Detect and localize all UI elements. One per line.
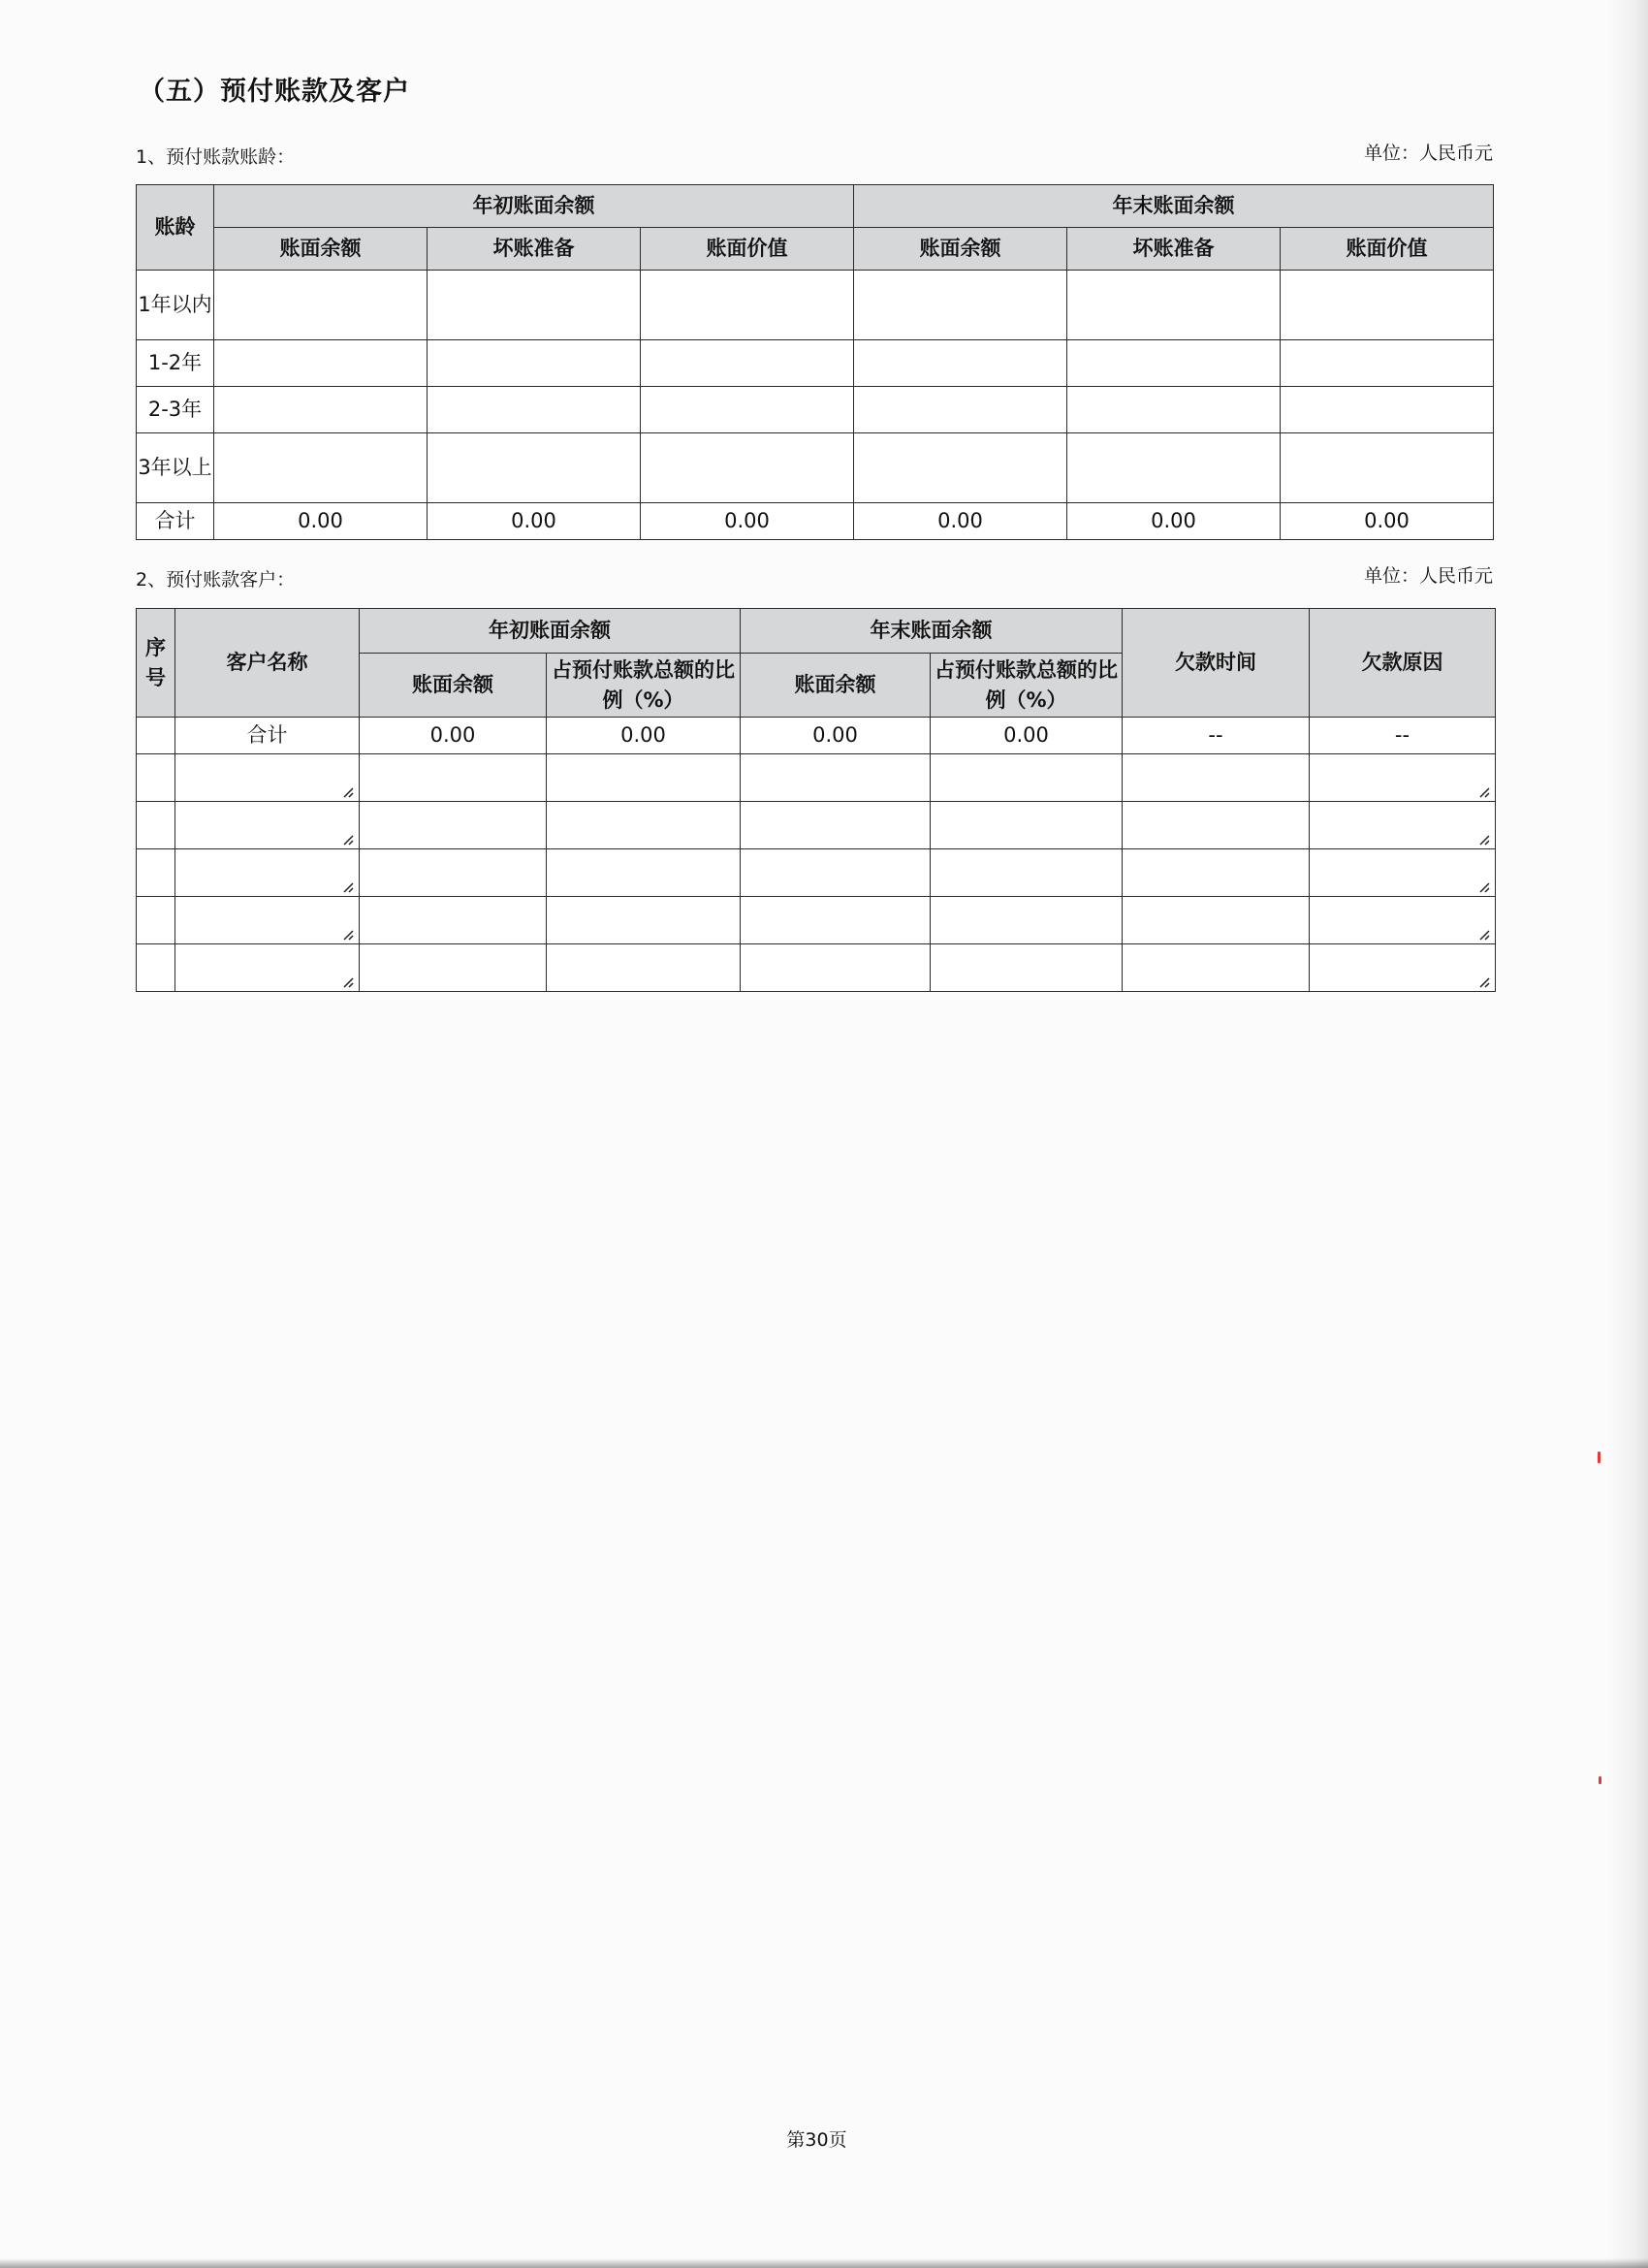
- aging-cell-input[interactable]: [214, 387, 428, 433]
- customer-begin-balance-input[interactable]: [360, 849, 547, 897]
- resize-grip-icon[interactable]: [1477, 786, 1491, 798]
- aging-unit-label: 单位：人民币元: [1363, 143, 1493, 164]
- customer-begin-balance-input[interactable]: [360, 802, 547, 849]
- customers-col-end-balance: 账面余额: [741, 654, 931, 718]
- aging-row-within-1y: [137, 271, 1494, 340]
- customers-table: [136, 608, 1496, 992]
- aging-col-begin-balance: 账面余额: [214, 228, 428, 271]
- aging-total-value: 0.00: [1281, 503, 1494, 540]
- customer-begin-ratio-input[interactable]: [547, 849, 741, 897]
- customer-time-input[interactable]: [1123, 802, 1310, 849]
- resize-grip-icon[interactable]: [1477, 834, 1491, 846]
- customer-reason-input[interactable]: [1310, 849, 1496, 897]
- aging-total-value: 0.00: [214, 503, 428, 540]
- aging-row-label: 合计: [137, 503, 214, 540]
- aging-total-value: 0.00: [641, 503, 854, 540]
- customers-header-begin-group: 年初账面余额: [360, 609, 741, 654]
- customers-header-name: 客户名称: [175, 609, 360, 718]
- aging-cell-input[interactable]: [1281, 271, 1494, 340]
- customers-header-reason: 欠款原因: [1310, 609, 1496, 718]
- aging-total-value: 0.00: [854, 503, 1067, 540]
- aging-cell-input[interactable]: [854, 340, 1067, 387]
- customers-header-seq: 序号: [137, 609, 175, 718]
- aging-cell-input[interactable]: [428, 340, 641, 387]
- aging-cell-input[interactable]: [214, 433, 428, 503]
- resize-grip-icon[interactable]: [341, 881, 355, 893]
- customer-reason-input[interactable]: [1310, 802, 1496, 849]
- aging-cell-input[interactable]: [854, 387, 1067, 433]
- scan-bottom-shadow: [0, 2258, 1648, 2268]
- aging-col-end-net-value: 账面价值: [1281, 228, 1494, 271]
- customers-total-begin-balance: 0.00: [360, 718, 547, 754]
- customer-end-ratio-input[interactable]: [931, 754, 1123, 802]
- customer-time-input[interactable]: [1123, 849, 1310, 897]
- scan-red-mark: [1599, 1776, 1601, 1784]
- customers-total-end-ratio: 0.00: [931, 718, 1123, 754]
- aging-cell-input[interactable]: [1281, 340, 1494, 387]
- customers-col-begin-balance: 账面余额: [360, 654, 547, 718]
- aging-cell-input[interactable]: [854, 271, 1067, 340]
- aging-cell-input[interactable]: [1067, 271, 1281, 340]
- customers-row: [137, 849, 1496, 897]
- customer-end-balance-input[interactable]: [741, 754, 931, 802]
- customers-subtitle: 2、预付账款客户：: [136, 569, 296, 591]
- aging-cell-input[interactable]: [641, 387, 854, 433]
- customer-time-input[interactable]: [1123, 944, 1310, 992]
- customer-name-input[interactable]: [175, 754, 360, 802]
- aging-row-over-3y: [137, 433, 1494, 503]
- customer-time-input[interactable]: [1123, 897, 1310, 944]
- customers-col-begin-ratio: 占预付账款总额的比例（%）: [547, 654, 741, 718]
- aging-header-end-group: 年末账面余额: [854, 185, 1494, 228]
- aging-row-label: 3年以上: [137, 433, 214, 503]
- customers-col-end-ratio: 占预付账款总额的比例（%）: [931, 654, 1123, 718]
- aging-col-end-bad-debt: 坏账准备: [1067, 228, 1281, 271]
- aging-cell-input[interactable]: [1281, 433, 1494, 503]
- section-title: （五）预付账款及客户: [139, 77, 410, 107]
- aging-cell-input[interactable]: [641, 271, 854, 340]
- aging-cell-input[interactable]: [854, 433, 1067, 503]
- resize-grip-icon[interactable]: [341, 786, 355, 798]
- aging-row-label: 1-2年: [137, 340, 214, 387]
- customer-name-input[interactable]: [175, 802, 360, 849]
- aging-col-end-balance: 账面余额: [854, 228, 1067, 271]
- aging-cell-input[interactable]: [1067, 340, 1281, 387]
- customer-end-ratio-input[interactable]: [931, 944, 1123, 992]
- customer-begin-ratio-input[interactable]: [547, 802, 741, 849]
- customer-begin-ratio-input[interactable]: [547, 944, 741, 992]
- aging-cell-input[interactable]: [1281, 387, 1494, 433]
- customer-name-input[interactable]: [175, 897, 360, 944]
- aging-row-label: 2-3年: [137, 387, 214, 433]
- aging-row-total: [137, 503, 1494, 540]
- aging-row-2-3y: [137, 387, 1494, 433]
- aging-table: [136, 184, 1494, 540]
- customers-row: [137, 897, 1496, 944]
- aging-total-value: 0.00: [428, 503, 641, 540]
- aging-header-begin-group: 年初账面余额: [214, 185, 854, 228]
- aging-cell-input[interactable]: [1067, 433, 1281, 503]
- aging-row-label: 1年以内: [137, 271, 214, 340]
- customers-header-time: 欠款时间: [1123, 609, 1310, 718]
- customers-header-end-group: 年末账面余额: [741, 609, 1123, 654]
- customer-seq-cell[interactable]: [137, 944, 175, 992]
- resize-grip-icon[interactable]: [1477, 881, 1491, 893]
- customers-row: [137, 754, 1496, 802]
- customer-begin-balance-input[interactable]: [360, 897, 547, 944]
- customers-total-reason: --: [1310, 718, 1496, 754]
- customer-begin-ratio-input[interactable]: [547, 897, 741, 944]
- customer-seq-cell[interactable]: [137, 802, 175, 849]
- resize-grip-icon[interactable]: [1477, 976, 1491, 988]
- customer-end-balance-input[interactable]: [741, 897, 931, 944]
- customer-end-ratio-input[interactable]: [931, 849, 1123, 897]
- page-number: 第30页: [786, 2129, 847, 2151]
- resize-grip-icon[interactable]: [341, 929, 355, 941]
- customer-name-input[interactable]: [175, 849, 360, 897]
- customers-total-seq: [137, 718, 175, 754]
- aging-cell-input[interactable]: [428, 433, 641, 503]
- customer-end-ratio-input[interactable]: [931, 802, 1123, 849]
- aging-subtitle: 1、预付账款账龄：: [136, 146, 296, 168]
- customer-time-input[interactable]: [1123, 754, 1310, 802]
- aging-header-age: 账龄: [137, 185, 214, 271]
- customers-row: [137, 802, 1496, 849]
- customer-seq-cell[interactable]: [137, 849, 175, 897]
- aging-col-begin-bad-debt: 坏账准备: [428, 228, 641, 271]
- customer-reason-input[interactable]: [1310, 754, 1496, 802]
- customer-reason-input[interactable]: [1310, 944, 1496, 992]
- customer-seq-cell[interactable]: [137, 754, 175, 802]
- customer-seq-cell[interactable]: [137, 897, 175, 944]
- customer-reason-input[interactable]: [1310, 897, 1496, 944]
- resize-grip-icon[interactable]: [341, 976, 355, 988]
- aging-cell-input[interactable]: [641, 433, 854, 503]
- aging-col-begin-net-value: 账面价值: [641, 228, 854, 271]
- customer-end-balance-input[interactable]: [741, 944, 931, 992]
- customer-name-input[interactable]: [175, 944, 360, 992]
- aging-cell-input[interactable]: [214, 271, 428, 340]
- customer-begin-ratio-input[interactable]: [547, 754, 741, 802]
- aging-total-value: 0.00: [1067, 503, 1281, 540]
- aging-cell-input[interactable]: [214, 340, 428, 387]
- aging-row-1-2y: [137, 340, 1494, 387]
- customers-total-end-balance: 0.00: [741, 718, 931, 754]
- resize-grip-icon[interactable]: [341, 834, 355, 846]
- customer-end-ratio-input[interactable]: [931, 897, 1123, 944]
- customer-end-balance-input[interactable]: [741, 849, 931, 897]
- aging-cell-input[interactable]: [428, 387, 641, 433]
- scan-edge-shadow: [1609, 0, 1648, 2268]
- aging-cell-input[interactable]: [641, 340, 854, 387]
- customers-total-label: 合计: [175, 718, 360, 754]
- customer-begin-balance-input[interactable]: [360, 754, 547, 802]
- customer-end-balance-input[interactable]: [741, 802, 931, 849]
- aging-cell-input[interactable]: [1067, 387, 1281, 433]
- customers-unit-label: 单位：人民币元: [1363, 565, 1493, 587]
- aging-cell-input[interactable]: [428, 271, 641, 340]
- customers-total-time: --: [1123, 718, 1310, 754]
- customers-row-total: [137, 718, 1496, 754]
- scan-red-mark: [1598, 1452, 1600, 1463]
- customer-begin-balance-input[interactable]: [360, 944, 547, 992]
- resize-grip-icon[interactable]: [1477, 929, 1491, 941]
- customers-row: [137, 944, 1496, 992]
- customers-total-begin-ratio: 0.00: [547, 718, 741, 754]
